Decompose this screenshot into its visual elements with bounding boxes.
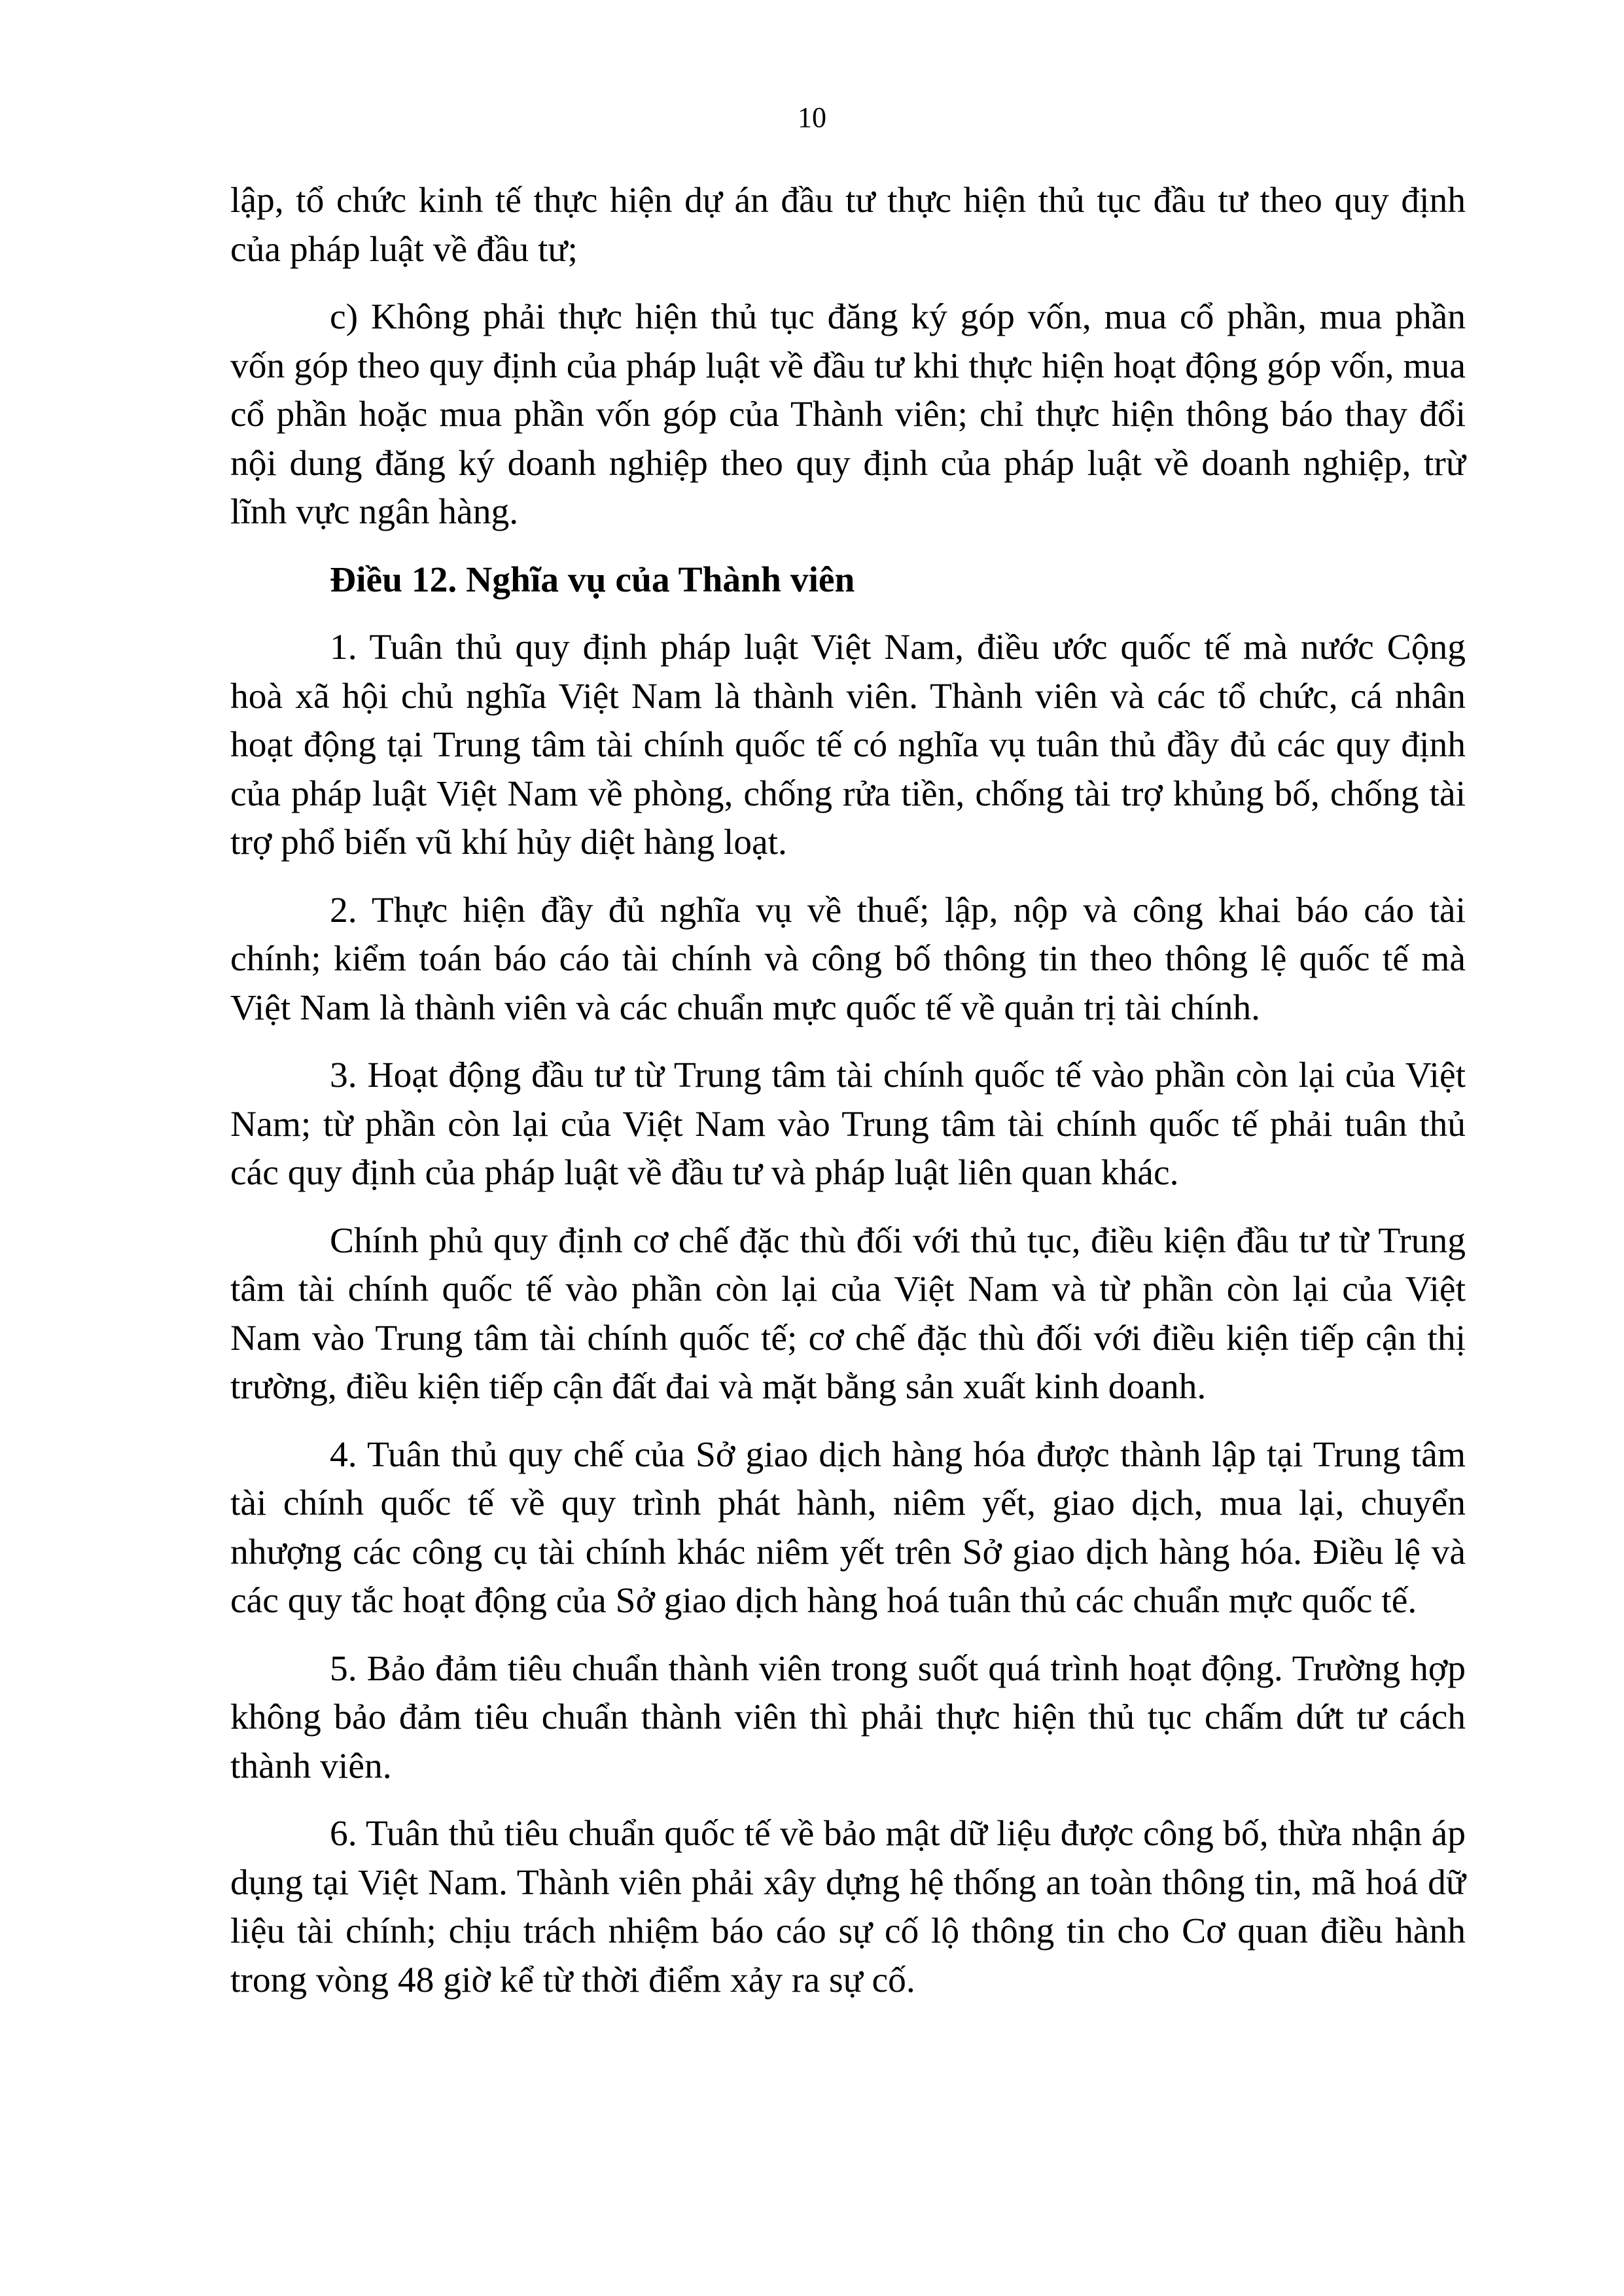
paragraph-item-1: 1. Tuân thủ quy định pháp luật Việt Nam, điều ước quốc tế mà nước Cộng hoà xã hội chủ nghĩa Việt Nam là thành viên. Thành viên và các tổ chức, cá nhân hoạt động tại Trung tâm tài chính quốc tế có nghĩa vụ tuân thủ đầy đủ các quy định của pháp luật Việt Nam về phòng, chống rửa tiền, chống tài trợ khủng bố, chống tài trợ phổ biến vũ khí hủy diệt hàng loạt. <box>230 627 1466 862</box>
document-body <box>230 177 1466 2024</box>
article-heading: Điều 12. Nghĩa vụ của Thành viên <box>330 559 855 600</box>
paragraph-item-2: 2. Thực hiện đầy đủ nghĩa vụ về thuế; lập, nộp và công khai báo cáo tài chính; kiểm toán báo cáo tài chính và công bố thông tin theo thông lệ quốc tế mà Việt Nam là thành viên và các chuẩn mực quốc tế về quản trị tài chính. <box>230 890 1466 1028</box>
paragraph-item-6: 6. Tuân thủ tiêu chuẩn quốc tế về bảo mật dữ liệu được công bố, thừa nhận áp dụng tại Việt Nam. Thành viên phải xây dựng hệ thống an toàn thông tin, mã hoá dữ liệu tài chính; chịu trách nhiệm báo cáo sự cố lộ thông tin cho Cơ quan điều hành trong vòng 48 giờ kể từ thời điểm xảy ra sự cố. <box>230 1814 1466 2000</box>
paragraph-item-3-government: Chính phủ quy định cơ chế đặc thù đối với thủ tục, điều kiện đầu tư từ Trung tâm tài chính quốc tế vào phần còn lại của Việt Nam và từ phần còn lại của Việt Nam vào Trung tâm tài chính quốc tế; cơ chế đặc thù đối với điều kiện tiếp cận thị trường, điều kiện tiếp cận đất đai và mặt bằng sản xuất kinh doanh. <box>230 1220 1466 1407</box>
paragraph-item-5: 5. Bảo đảm tiêu chuẩn thành viên trong suốt quá trình hoạt động. Trường hợp không bảo đảm tiêu chuẩn thành viên thì phải thực hiện thủ tục chấm dứt tư cách thành viên. <box>230 1648 1466 1786</box>
page-number: 10 <box>798 101 826 133</box>
paragraph-item-3: 3. Hoạt động đầu tư từ Trung tâm tài chính quốc tế vào phần còn lại của Việt Nam; từ phần còn lại của Việt Nam vào Trung tâm tài chính quốc tế phải tuân thủ các quy định của pháp luật về đầu tư và pháp luật liên quan khác. <box>230 1055 1466 1193</box>
paragraph-continuation: lập, tổ chức kinh tế thực hiện dự án đầu tư thực hiện thủ tục đầu tư theo quy định của pháp luật về đầu tư; <box>230 181 1466 270</box>
paragraph-item-4: 4. Tuân thủ quy chế của Sở giao dịch hàng hóa được thành lập tại Trung tâm tài chính quốc tế về quy trình phát hành, niêm yết, giao dịch, mua lại, chuyển nhượng các công cụ tài chính khác niêm yết trên Sở giao dịch hàng hóa. Điều lệ và các quy tắc hoạt động của Sở giao dịch hàng hoá tuân thủ các chuẩn mực quốc tế. <box>230 1434 1466 1621</box>
paragraph-clause-c: c) Không phải thực hiện thủ tục đăng ký góp vốn, mua cổ phần, mua phần vốn góp theo quy định của pháp luật về đầu tư khi thực hiện hoạt động góp vốn, mua cổ phần hoặc mua phần vốn góp của Thành viên; chỉ thực hiện thông báo thay đổi nội dung đăng ký doanh nghiệp theo quy định của pháp luật về doanh nghiệp, trừ lĩnh vực ngân hàng. <box>230 297 1466 532</box>
